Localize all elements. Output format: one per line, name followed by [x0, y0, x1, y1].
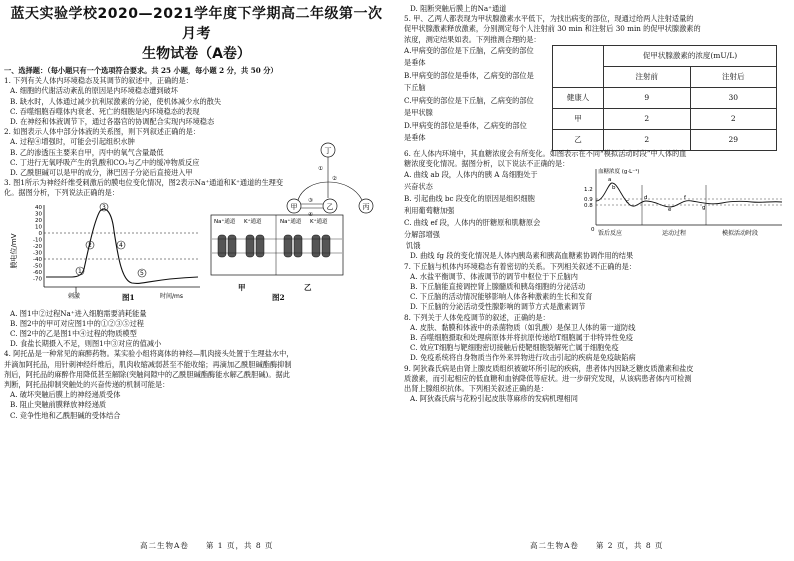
glucose-curve — [596, 183, 782, 207]
svg-text:c: c — [626, 199, 630, 206]
tsh-col-before: 注射前 — [604, 66, 691, 87]
svg-text:④: ④ — [308, 212, 313, 218]
q5-option-c-cont: 是甲状腺 — [404, 108, 433, 118]
exam-title: 蓝天实验学校2020—2021学年度下学期高二年级第一次月考 — [10, 6, 383, 42]
blood-glucose-figure — [582, 165, 787, 241]
q5-option-a: A.甲病变的部位是下丘脑，乙病变的部位 — [404, 45, 534, 55]
tsh-row-after: 2 — [690, 108, 777, 129]
question-4: 4. 阿托品是一种常见的麻醉药物。某实验小组将离体的神经—肌肉接头处置于生理盐水中， — [4, 349, 294, 359]
question-5-cont: 浓度，测定结果如表。下列推测合理的是： — [404, 34, 541, 44]
q6-option-b: B. 引起曲线 bc 段变化的原因是组织细胞 — [404, 194, 535, 204]
q6-block — [404, 169, 789, 241]
tsh-row-after: 29 — [690, 129, 777, 150]
q1-option-a: A. 细胞的代谢活动紊乱的原因是内环境稳态遭到破坏 — [10, 86, 178, 96]
fig1-stimulus: 刺激 — [68, 292, 81, 300]
svg-text:f: f — [684, 195, 686, 202]
glucose-x0: 0 — [591, 227, 595, 234]
q7-option-d: D. 下丘脑的分泌活动受性腺影响的调节方式是激素调节 — [410, 302, 586, 312]
glucose-seg1: 饭后反应 — [598, 230, 623, 238]
q3-option-d: D. 食盐长期摄入不足，则图1中③对应的值减小 — [10, 339, 162, 349]
svg-text:1: 1 — [78, 267, 82, 275]
glucose-extra-label: 饥饿 — [406, 241, 421, 251]
question-4-cont: 剂后，阿托品的麻醉作用降低甚至解除(突触间隙中的乙酰胆碱酯酶能水解乙酰胆碱)。据此 — [4, 369, 290, 379]
fig1-tick: 10 — [35, 224, 42, 231]
cycle-ding: 丁 — [324, 147, 332, 155]
tsh-col-after: 注射后 — [690, 66, 777, 87]
q5-option-b-cont: 下丘脑 — [404, 83, 426, 93]
body-fluid-diagram — [280, 140, 380, 220]
fig1-tick: -70 — [33, 276, 42, 283]
q3-option-b: B. 图2中的甲可对应图1中的①②③⑤过程 — [10, 318, 144, 328]
q6-option-a: A. 曲线 ab 段，人体内的胰 A 岛细胞处于 — [404, 170, 538, 180]
q1-option-d: D. 在神经和体液调节下，通过各器官的协调配合实现内环境稳态 — [10, 117, 215, 127]
fig1-tick: 40 — [35, 204, 42, 211]
tsh-row-name: 甲 — [553, 108, 604, 129]
fig2-caption: 图2 — [272, 292, 285, 302]
q9-option-a: A. 阿狄森氏病与花粉引起皮肤荨麻疹的发病机理相同 — [410, 394, 578, 404]
tsh-row-before: 2 — [604, 129, 691, 150]
q4-option-a: A. 破坏突触后膜上的神经递质受体 — [10, 390, 121, 400]
q3-option-c: C. 图2中的乙是图1中④过程的物质模型 — [10, 329, 137, 339]
q5-option-d: D.甲病变的部位是垂体，乙病变的部位 — [404, 120, 527, 130]
q1-option-b: B. 缺水时，人体通过减少抗利尿激素的分泌，使机体减少水的散失 — [10, 96, 222, 106]
cycle-yi: 乙 — [326, 203, 334, 211]
q5-option-c: C.甲病变的部位是下丘脑，乙病变的部位 — [404, 95, 534, 105]
section-heading: 一、选择题：（每小题只有一个选项符合要求。共 25 小题，每小题 2 分，共 50 分） — [4, 66, 278, 75]
tsh-row-name: 乙 — [553, 129, 604, 150]
q5-block — [404, 45, 789, 149]
tsh-row-before: 2 — [604, 108, 691, 129]
tsh-table-title: 促甲状腺激素的浓度(mU/L) — [604, 45, 777, 66]
fig1-ylabel: 膜电位/mV — [10, 233, 18, 269]
q3-option-a: A. 图1中②过程Na⁺进入细胞需要消耗能量 — [10, 308, 147, 318]
fig1-tick: -40 — [33, 256, 42, 263]
svg-text:d: d — [644, 195, 648, 202]
question-6-cont: 糖浓度变化情况。据图分析，以下说法不正确的是： — [404, 159, 570, 169]
fig2-k-label: K⁺通道 — [310, 218, 328, 225]
svg-text:2: 2 — [88, 241, 92, 249]
q8-option-c: C. 效应T细胞与靶细胞密切接触后使靶细胞裂解死亡属于细胞免疫 — [410, 343, 619, 353]
question-9: 9. 阿狄森氏病是由肾上腺皮质组织被破坏所引起的疾病，患者体内因缺乏糖皮质激素和盐皮 — [404, 363, 694, 373]
question-2: 2. 如图表示人体中部分体液的关系图，则下列叙述正确的是： — [4, 127, 201, 137]
q6-option-b-cont: 利用葡萄糖加强 — [404, 206, 455, 216]
svg-text:4: 4 — [119, 241, 123, 249]
tsh-row-before: 9 — [604, 87, 691, 108]
q7-option-a: A. 水盐平衡调节、体液调节的调节中枢位于下丘脑内 — [410, 271, 578, 281]
tsh-table — [552, 45, 777, 151]
q8-option-b: B. 吞噬细胞摄取和处理病原体并将抗原传递给T细胞属于非特异性免疫 — [410, 333, 634, 343]
fig2-jia-label: 甲 — [238, 282, 246, 292]
svg-text:①: ① — [318, 166, 323, 172]
fig1-tick: -50 — [33, 263, 42, 270]
question-5: 5. 甲、乙两人都表现为甲状腺激素水平低下，为找出病变的部位，现通过给两人注射适量的 — [404, 14, 694, 24]
question-4-cont: 判断，阿托品抑制突触处的兴奋传递的机制可能是： — [4, 380, 170, 390]
fig1-tick: 0 — [38, 230, 42, 237]
q7-option-c: C. 下丘脑的活动情况能够影响人体各种激素的生长和发育 — [410, 292, 593, 302]
fig1-tick: -30 — [33, 250, 42, 257]
q2-option-c: C. 丁进行无氧呼吸产生的乳酸和CO₂与乙中的缓冲物质反应 — [10, 157, 200, 167]
fig1-xlabel: 时间/ms — [160, 292, 183, 300]
svg-text:5: 5 — [140, 269, 144, 277]
svg-text:b: b — [612, 185, 616, 192]
q2-option-a: A. 过程④增强时，可能会引起组织水肿 — [10, 137, 135, 147]
q4-option-d: D. 阻断突触后膜上的Na⁺通道 — [410, 4, 507, 13]
q1-option-c: C. 吞噬细胞吞噬体内衰老、死亡的细胞是内环境稳态的表现 — [10, 106, 200, 116]
glucose-ylabel: 血糖浓度 (g·L⁻¹) — [598, 169, 640, 176]
svg-text:e: e — [668, 207, 672, 214]
q8-option-d: D. 免疫系统将自身物质当作外来异物进行攻击引起的疾病是免疫缺陷病 — [410, 353, 636, 363]
fig2-na-label: Na⁺通道 — [280, 218, 302, 225]
svg-text:3: 3 — [102, 203, 106, 211]
svg-text:a: a — [608, 177, 612, 184]
question-9-cont: 质激素，而引起相应的低血糖和血钠降低等症状。进一步研究发现，从该病患者体内可检测 — [404, 373, 692, 383]
fig1-tick: -20 — [33, 243, 42, 250]
fig1-caption: 图1 — [122, 292, 135, 302]
question-1: 1. 下列有关人体内环境稳态及其调节的叙述中，正确的是： — [4, 76, 193, 86]
cycle-jia: 甲 — [290, 203, 298, 211]
question-3-cont: 化。据图分析，下列说法正确的是： — [4, 188, 120, 198]
q6-option-c-cont: 分解部增强 — [404, 230, 440, 240]
fig1-tick: -10 — [33, 237, 42, 244]
svg-text:③: ③ — [308, 198, 313, 204]
question-8: 8. 下列关于人体免疫调节的叙述，正确的是： — [404, 312, 550, 322]
membrane-potential-figure — [10, 201, 210, 301]
q2-option-b: B. 乙的渗透压主要来自甲，丙中的氧气含量最低 — [10, 147, 164, 157]
exam-subtitle: 生物试卷（A卷） — [142, 46, 251, 62]
q5-option-d-cont: 是垂体 — [404, 133, 426, 143]
fig2-k-label: K⁺通道 — [244, 218, 262, 225]
q4-option-c: C. 竞争性地和乙酰胆碱的受体结合 — [10, 410, 121, 420]
page-footer-left: 高二生物A卷 第 1 页，共 8 页 — [140, 541, 274, 550]
glucose-seg3: 模拟活动时段 — [722, 230, 759, 238]
fig2-yi-label: 乙 — [304, 282, 312, 292]
tsh-row-after: 30 — [690, 87, 777, 108]
tsh-row-name: 健康人 — [553, 87, 604, 108]
q5-option-a-cont: 是垂体 — [404, 58, 426, 68]
q5-option-b: B.甲病变的部位是垂体，乙病变的部位是 — [404, 70, 534, 80]
q4-option-b: B. 阻止突触前膜释放神经递质 — [10, 400, 107, 410]
cycle-bing: 丙 — [362, 203, 370, 211]
fig2-na-label: Na⁺通道 — [214, 218, 236, 225]
question-4-cont: 并滴加阿托品，用针刺神经纤维后，肌肉收缩减弱甚至不能收缩；再滴加乙酰胆碱酯酶抑制 — [4, 359, 292, 369]
q7-option-b: B. 下丘脑能直接调控肾上腺髓质和胰岛细胞的分泌活动 — [410, 282, 586, 292]
question-6: 6. 在人体内环境中，其血糖浓度会有所变化。如图表示在不同“模拟活动时段”中人体的血 — [404, 148, 687, 158]
q8-option-a: A. 皮肤、黏膜和体液中的杀菌物质（如乳酸）是保卫人体的第一道防线 — [410, 322, 636, 332]
svg-text:g: g — [702, 205, 706, 212]
glucose-y08: 0.8 — [584, 203, 593, 210]
glucose-seg2: 运动过程 — [662, 230, 687, 238]
q6-options — [404, 169, 574, 241]
page-footer-right: 高二生物A卷 第 2 页，共 8 页 — [530, 541, 664, 550]
q6-option-c: C. 曲线 ef 段，人体内的肝糖原和肌糖原会 — [404, 218, 541, 228]
fig1-tick: 20 — [35, 217, 42, 224]
page-2 — [404, 4, 789, 404]
svg-text:②: ② — [332, 176, 337, 182]
question-5-cont: 促甲状腺激素释放激素，分别测定每个人注射前 30 min 和注射后 30 min 的促甲状腺激素的 — [404, 24, 701, 34]
q5-options — [404, 45, 544, 145]
question-7: 7. 下丘脑与机体内环境稳态有着密切的关系。下列相关叙述不正确的是： — [404, 261, 636, 271]
q2-option-d: D. 乙酰胆碱可以是甲的成分，淋巴因子分泌后直接进入甲 — [10, 168, 193, 178]
ion-channel-figure — [210, 213, 344, 283]
q6-option-a-cont: 兴奋状态 — [404, 182, 433, 192]
question-9-cont: 出肾上腺组织抗体。下列相关叙述正确的是： — [404, 384, 548, 394]
q6-option-d: D. 曲线 fg 段的变化情况是人体内胰岛素和胰高血糖素协调作用的结果 — [410, 251, 634, 261]
fig1-tick: -60 — [33, 269, 42, 276]
fig1-tick: 30 — [35, 211, 42, 218]
glucose-y12: 1.2 — [584, 187, 593, 194]
glucose-y09: 0.9 — [584, 197, 593, 204]
question-3: 3. 图1所示为神经纤维受刺激后的膜电位变化情况，图2表示Na⁺通道和K⁺通道的生理变 — [4, 178, 284, 188]
